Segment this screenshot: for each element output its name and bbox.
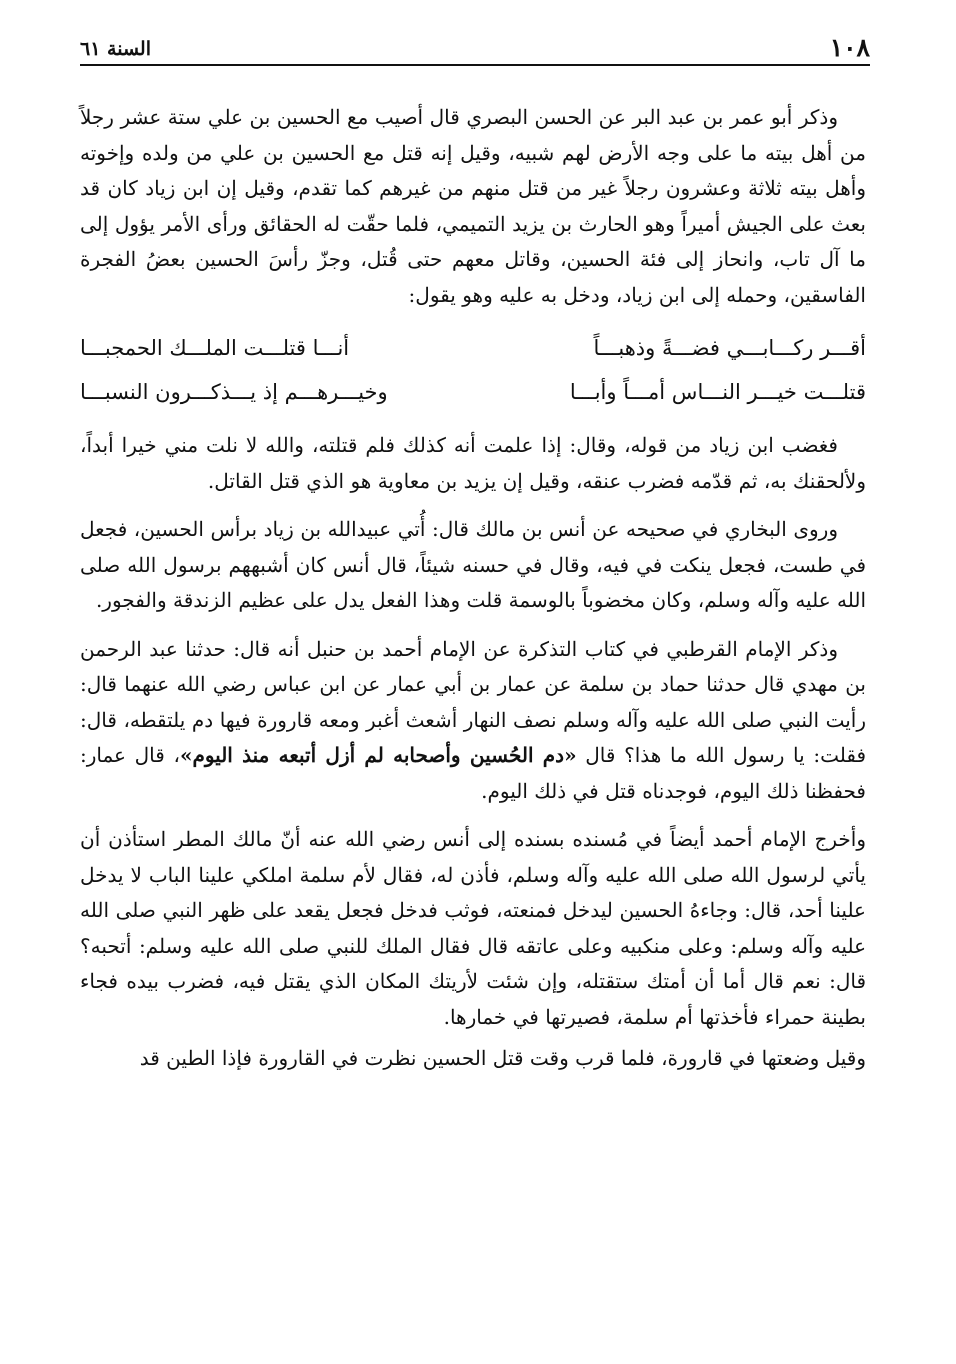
paragraph: وقيل وضعتها في قارورة، فلما قرب وقت قتل الحسين نظرت في القارورة فإذا الطين قد (139, 1046, 866, 1070)
running-title: السنة ٦١ (80, 38, 151, 60)
page-body (80, 100, 866, 1083)
page-number: ١٠٨ (829, 33, 870, 62)
hadith-outro: ، قال عمار: فحفظنا ذلك اليوم، فوجدناه قتل في ذلك اليوم. (80, 743, 866, 803)
poem-hemistich: وخيـــرهـــم إذ يـــذكـــرون النسبـــا (80, 380, 388, 404)
page-header (80, 30, 870, 66)
paragraph: وذكر أبو عمر بن عبد البر عن الحسن البصري قال أصيب مع الحسين بن علي ستة عشر رجلاً من أهل بيته ما على وجه الأرض لهم شبيه، وقيل إنه قتل مع الحسين بن علي من ولده وإخوته وأهل بيته ثلاثة وعشرون رجلاً غير من قتل منهم من غيرهم كما تقدم، وقيل إن ابن زياد كان قد بعث على الجيش أميراً وهو الحارث بن يزيد التميمي، فلما حقّت له الحقائق ورأى الأمر يؤول إلى ما آل تاب، وانحاز إلى فئة الحسين، وقاتل معهم حتى قُتل، وجزّ رأسَ الحسين بعضُ الفجرة الفاسقين، وحمله إلى ابن زياد، ودخل به عليه وهو يقول: (80, 105, 866, 307)
poem-line (80, 370, 866, 414)
paragraph: فغضب ابن زياد من قوله، وقال: إذا علمت أنه كذلك فلم قتلته، والله لا نلت مني خيرا أبداً، ولألحقنك به، ثم قدّمه فضرب عنقه، وقيل إن يزيد بن معاوية هو الذي قتل القاتل. (80, 433, 866, 493)
poem-hemistich: قتلـــت خيـــر النـــاس أمـــاً وأبـــا (569, 380, 866, 404)
paragraph: وروى البخاري في صحيحه عن أنس بن مالك قال: أُتي عبيدالله بن زياد برأس الحسين، فجعل في طست، فجعل ينكت في فيه، وقال في حسنه شيئاً، قال أنس كان أشبههم برسول الله صلى الله عليه وآله وسلم، وكان مخضوباً بالوسمة قلت وهذا الفعل يدل على عظيم الزندقة والفجور. (80, 517, 866, 612)
poem-line (80, 326, 866, 370)
hadith-quote: «دم الحُسين وأصحابه لم أزل أتبعه منذ اليوم» (179, 743, 577, 767)
hadith-paragraph (80, 632, 866, 810)
poem (80, 326, 866, 414)
hadith-intro: وذكر الإمام القرطبي في كتاب التذكرة عن الإمام أحمد بن حنبل أنه قال: حدثنا عبد الرحمن بن مهدي قال حدثنا حماد بن سلمة عن عمار بن أبي عمار عن ابن عباس رضي الله عنهما قال: رأيت النبي صلى الله عليه وآله وسلم نصف النهار أشعث أغبر ومعه قارورة فيها دم يلتقطه، قال: فقلت: يا رسول الله ما هذا؟ قال (80, 636, 867, 767)
poem-hemistich: أنـــا قتلـــت الملـــك الحمجبـــا (80, 336, 350, 360)
paragraph: وأخرج الإمام أحمد أيضاً في مُسنده بسنده إلى أنس رضي الله عنه أنّ مالك المطر استأذن أن يأتي لرسول الله صلى الله عليه وآله وسلم، فأذن له، فقال لأم سلمة املكي علينا الباب لا يدخل علينا أحد، قال: وجاءهُ الحسين ليدخل فمنعته، فوثب فدخل فجعل يقعد على ظهر النبي صلى الله عليه وآله وسلم: وعلى منكبيه وعلى عاتقه قال فقال الملك للنبي صلى الله عليه وسلم: أتحبه؟ قال: نعم قال أما أن أمتك ستقتله، وإن شئت لأريتك المكان الذي يقتل فيه، فضرب بيده فجاء بطينة حمراء فأخذتها أم سلمة، فصيرتها في خمارها. (80, 827, 867, 1029)
poem-hemistich: أقـــر ركـــابـــي فضـــةً وذهبـــاً (593, 336, 866, 360)
